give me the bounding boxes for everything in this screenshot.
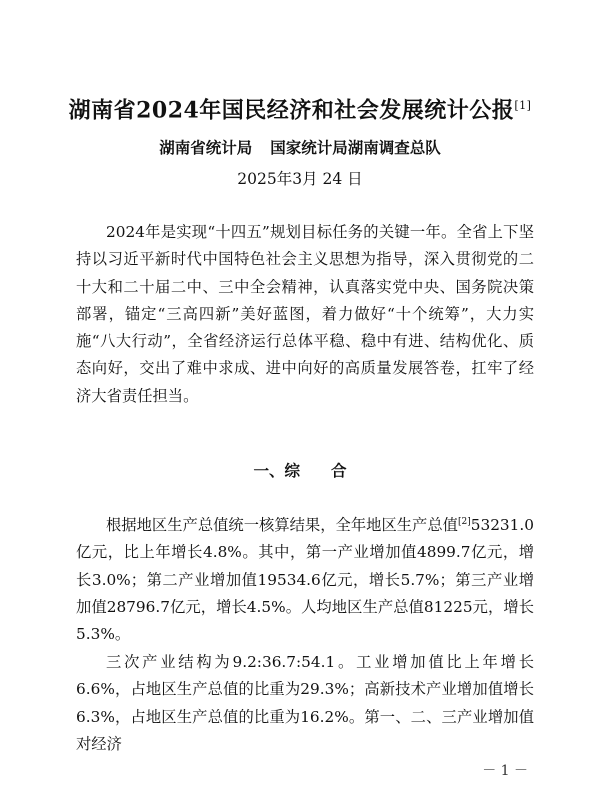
section-heading-overview: 一、综 合 <box>253 461 347 480</box>
report-title <box>0 92 600 124</box>
gdp-paragraph <box>76 512 534 648</box>
gdp-paragraph-rest: 53231.0亿元，比上年增长4.8%。其中，第一产业增加值4899.7亿元，增长3.0%；第二产业增加值19534.6亿元，增长5.7%；第三产业增加值28796.7亿元，增长4.5%。人均地区生产总值81225元，增长5.3%。 <box>76 516 534 644</box>
issuer-provincial-bureau: 湖南省统计局 <box>159 138 253 157</box>
report-title-text: 湖南省2024年国民经济和社会发展统计公报 <box>68 97 515 124</box>
industry-structure-paragraph: 三次产业结构为9.2:36.7:54.1。工业增加值比上年增长6.6%，占地区生产总值的比重为29.3%；高新技术产业增加值增长6.3%，占地区生产总值的比重为16.2%。第一、二、三产业增加值对经济 <box>76 653 534 753</box>
issuer-survey-office: 国家统计局湖南调查总队 <box>270 138 441 157</box>
title-footnote-marker: [1] <box>514 99 532 112</box>
issuing-agencies <box>0 138 600 158</box>
page-number: － 1 － <box>482 763 528 779</box>
gdp-footnote-marker: [2] <box>457 516 471 527</box>
intro-paragraph: 2024年是实现“十四五”规划目标任务的关键一年。全省上下坚持以习近平新时代中国特色社会主义思想为指导，深入贯彻党的二十大和二十届二中、三中全会精神，认真落实党中央、国务院决策部署，锚定“三高四新”美好蓝图，着力做好“十个统筹”，大力实施“八大行动”，全省经济运行总体平稳、稳中有进、结构优化、质态向好，交出了难中求成、进中向好的高质量发展答卷，扛牢了经济大省责任担当。 <box>76 223 534 405</box>
publication-date: 2025年3月 24 日 <box>237 170 363 188</box>
gdp-paragraph-lead: 根据地区生产总值统一核算结果，全年地区生产总值 <box>106 516 458 534</box>
